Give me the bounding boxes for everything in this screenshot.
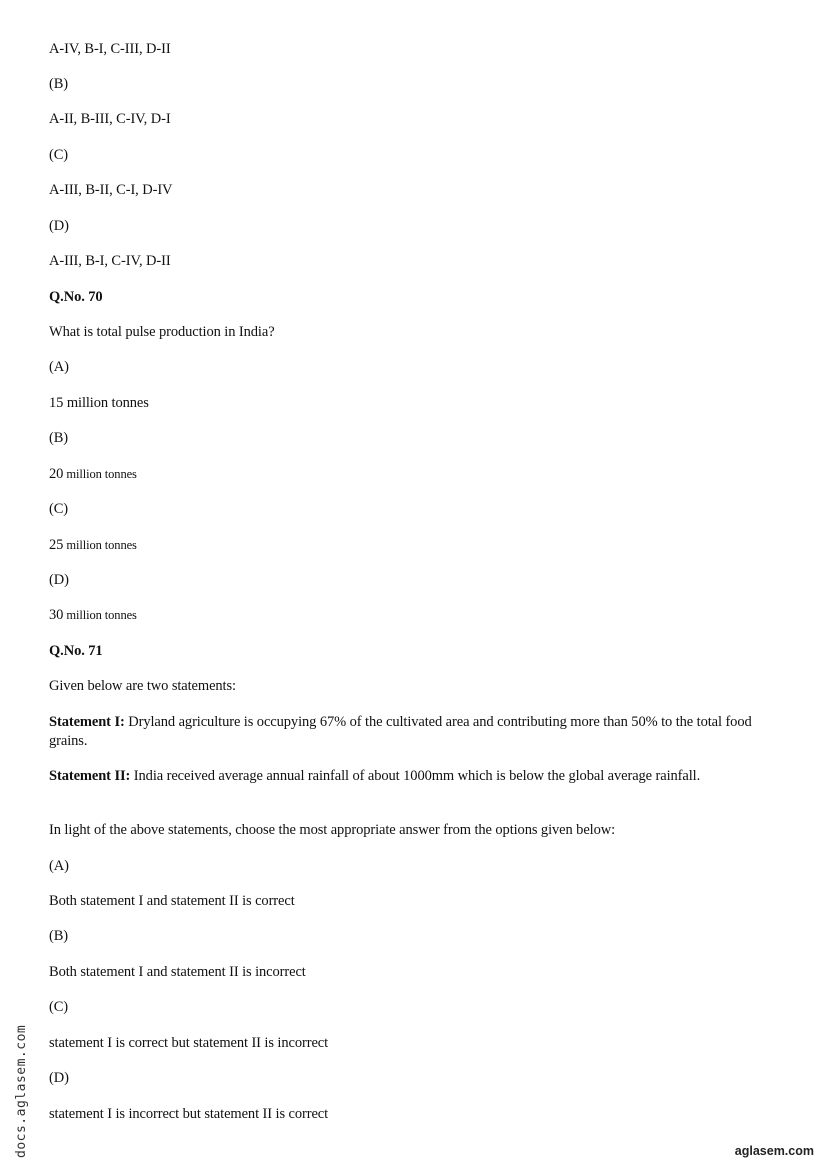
q70-option-d-unit: million tonnes	[63, 608, 137, 622]
q71-statement-2	[49, 767, 789, 786]
q71-option-c-text: statement I is correct but statement II is incorrect	[49, 1035, 329, 1051]
prev-option-b-text: A-II, B-III, C-IV, D-I	[49, 111, 171, 127]
q71-instruction: In light of the above statements, choose the most appropriate answer from the options given below:	[49, 822, 616, 838]
q71-option-a-label: (A)	[49, 858, 69, 874]
q70-option-b-text	[49, 465, 137, 484]
q71-number: Q.No. 71	[49, 643, 103, 659]
prev-option-b-label: (B)	[49, 76, 69, 92]
q70-option-a-text	[49, 394, 149, 413]
q70-option-b-unit: million tonnes	[63, 467, 137, 481]
q70-option-c-text	[49, 536, 137, 555]
prev-option-a-text: A-IV, B-I, C-III, D-II	[49, 41, 171, 57]
side-watermark: docs.aglasem.com	[14, 1024, 29, 1158]
q70-option-d-num: 30	[49, 607, 64, 623]
q70-option-b-label: (B)	[49, 430, 69, 446]
q71-option-b-label: (B)	[49, 928, 69, 944]
q71-option-b-text: Both statement I and statement II is incorrect	[49, 964, 306, 980]
q70-number: Q.No. 70	[49, 289, 103, 305]
q71-option-d-label: (D)	[49, 1070, 69, 1086]
q71-statement-2-label: Statement II:	[49, 768, 131, 784]
q70-question: What is total pulse production in India?	[49, 324, 275, 340]
q70-option-b-num: 20	[49, 466, 64, 482]
prev-option-c-text: A-III, B-II, C-I, D-IV	[49, 182, 173, 198]
prev-option-d-label: (D)	[49, 218, 69, 234]
q71-statement-1-label: Statement I:	[49, 714, 125, 730]
q70-option-c-num: 25	[49, 537, 64, 553]
q70-option-c-label: (C)	[49, 501, 69, 517]
q71-statement-1	[49, 713, 789, 751]
q70-option-a-num: 15	[49, 395, 64, 411]
q71-statement-1-text: Dryland agriculture is occupying 67% of the cultivated area and contributing more than 50% to the total food grains.	[49, 714, 752, 749]
q70-option-a-unit: million tonnes	[63, 395, 149, 411]
q71-option-c-label: (C)	[49, 999, 69, 1015]
q70-option-a-label: (A)	[49, 359, 69, 375]
q70-option-d-text	[49, 606, 137, 625]
q71-option-d-text: statement I is incorrect but statement II is correct	[49, 1106, 329, 1122]
footer-brand: aglasem.com	[734, 1144, 814, 1158]
q70-option-d-label: (D)	[49, 572, 69, 588]
prev-option-c-label: (C)	[49, 147, 69, 163]
prev-option-d-text: A-III, B-I, C-IV, D-II	[49, 253, 171, 269]
q71-statement-2-text: India received average annual rainfall of about 1000mm which is below the global average rainfall.	[130, 768, 701, 784]
q71-intro: Given below are two statements:	[49, 678, 236, 694]
q71-option-a-text: Both statement I and statement II is correct	[49, 893, 295, 909]
q70-option-c-unit: million tonnes	[63, 538, 137, 552]
